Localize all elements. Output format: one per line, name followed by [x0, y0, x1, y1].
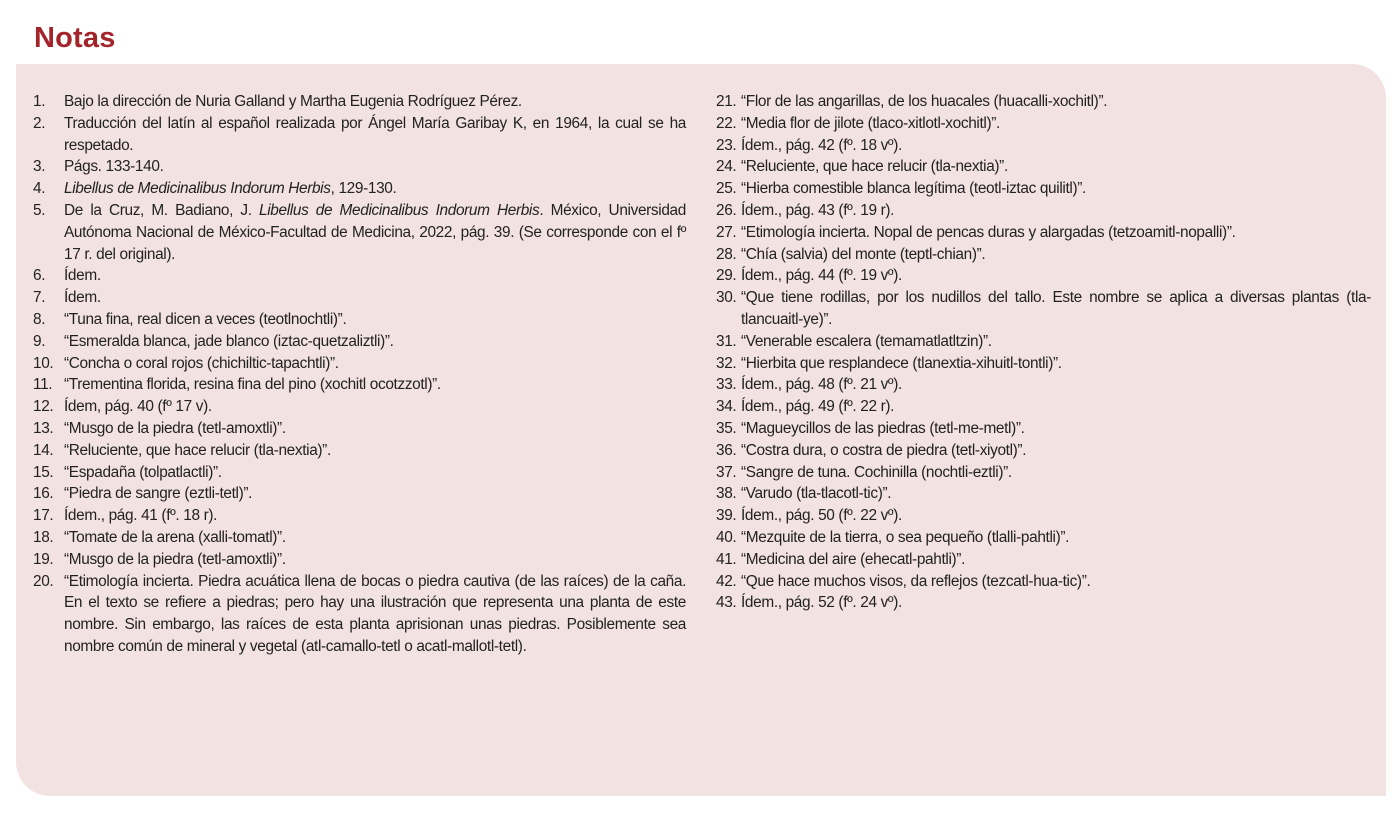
note-number: 23.	[716, 136, 737, 154]
note-number: 39.	[716, 507, 737, 525]
note-item	[716, 200, 1371, 222]
note-text-run: Ídem., pág. 42 (fº. 18 vº).	[741, 136, 902, 154]
note-text-run: Ídem., pág. 43 (fº. 19 r).	[741, 201, 895, 219]
note-text-run: Págs. 133-140.	[64, 158, 164, 176]
note-text	[64, 551, 286, 568]
note-item	[33, 287, 686, 309]
note-item	[716, 571, 1371, 593]
note-text-run: “Tomate de la arena (xalli-tomatl)”.	[64, 528, 286, 546]
note-text	[64, 376, 441, 393]
notes-column-right	[716, 91, 1371, 614]
note-item	[716, 396, 1371, 418]
note-text-run: “Esmeralda blanca, jade blanco (iztac-quetzaliztli)”.	[64, 332, 394, 350]
note-text	[64, 158, 164, 175]
note-item	[716, 331, 1371, 353]
note-item	[716, 418, 1371, 440]
note-text-run: “Tuna fina, real dicen a veces (teotlnochtli)”.	[64, 310, 347, 328]
note-text	[741, 202, 894, 219]
note-number: 34.	[716, 398, 737, 416]
note-number: 10.	[33, 354, 54, 372]
note-text-run: “Musgo de la piedra (tetl-amoxtli)”.	[64, 419, 286, 437]
note-item	[33, 91, 686, 113]
note-text-run: “Costra dura, o costra de piedra (tetl-xiyotl)”.	[741, 441, 1027, 459]
note-text	[64, 93, 522, 110]
note-text-run: “Espadaña (tolpatlactli)”.	[64, 463, 222, 481]
note-text	[741, 115, 1000, 132]
note-text-run: “Hierba comestible blanca legítima (teotl-iztac quilitl)”.	[741, 180, 1086, 198]
note-item	[33, 571, 686, 658]
note-text-run: “Etimología incierta. Nopal de pencas duras y alargadas (tetzoamitl-nopalli)”.	[741, 223, 1236, 241]
note-text	[64, 202, 686, 263]
note-text-run: Ídem., pág. 50 (fº. 22 vº).	[741, 507, 902, 525]
note-item	[716, 156, 1371, 178]
note-number: 35.	[716, 419, 737, 437]
note-number: 18.	[33, 528, 54, 546]
note-text	[64, 420, 286, 437]
note-item	[716, 462, 1371, 484]
note-text	[64, 529, 286, 546]
note-text	[64, 507, 217, 524]
note-text	[64, 311, 346, 328]
note-item	[716, 222, 1371, 244]
note-text	[64, 464, 222, 481]
note-item	[33, 549, 686, 571]
note-item	[716, 527, 1371, 549]
note-number: 27.	[716, 223, 737, 241]
note-number: 9.	[33, 332, 46, 350]
note-number: 21.	[716, 93, 737, 110]
note-item	[33, 178, 686, 200]
note-item	[716, 483, 1371, 505]
note-text-run: Ídem., pág. 49 (fº. 22 r).	[741, 398, 895, 416]
note-title-italic: Libellus de Medicinalibus Indorum Herbis	[64, 180, 331, 198]
note-number: 42.	[716, 572, 737, 590]
notes-column-left	[33, 91, 686, 658]
note-number: 28.	[716, 245, 737, 263]
note-text	[741, 224, 1236, 241]
note-number: 5.	[33, 201, 46, 219]
note-text	[741, 158, 1008, 175]
note-text	[741, 573, 1090, 590]
note-text	[741, 267, 902, 284]
note-text-run: “Concha o coral rojos (chichiltic-tapachtli)”.	[64, 354, 339, 372]
note-item	[716, 440, 1371, 462]
note-number: 26.	[716, 201, 737, 219]
note-number: 24.	[716, 158, 737, 176]
note-text	[741, 398, 894, 415]
note-text-run: Traducción del latín al español realizada por Ángel María Garibay K, en 1964, la cual se ha respetado.	[64, 114, 686, 154]
note-text-run: Ídem.	[64, 267, 101, 285]
note-item	[716, 265, 1371, 287]
note-number: 4.	[33, 180, 46, 198]
note-number: 20.	[33, 572, 54, 590]
notes-panel	[16, 64, 1386, 796]
note-text	[64, 267, 101, 284]
note-text	[64, 573, 686, 655]
note-item	[33, 440, 686, 462]
note-item	[33, 113, 686, 157]
note-item	[716, 374, 1371, 396]
note-item	[33, 200, 686, 265]
note-item	[716, 287, 1371, 331]
note-text-run: “Etimología incierta. Piedra acuática llena de bocas o piedra cautiva (de las raíces) de la caña. En el texto se refiere a piedras; pero hay una ilustración que representa una planta de este nombre. Sin embargo, las raíces de esta planta aprisionan unas piedras. Posiblemente sea nombre común de mineral y vegetal (atl-camallo-tetl o acatl-mallotl-tetl).	[64, 572, 686, 655]
note-number: 16.	[33, 485, 54, 503]
note-text	[64, 398, 212, 415]
note-text	[741, 594, 902, 611]
note-item	[716, 505, 1371, 527]
note-number: 11.	[33, 376, 53, 394]
note-item	[33, 505, 686, 527]
note-item	[716, 592, 1371, 614]
note-text	[741, 180, 1086, 197]
note-text	[741, 333, 992, 350]
note-item	[716, 353, 1371, 375]
note-text-run: , 129-130.	[330, 180, 397, 198]
note-item	[33, 331, 686, 353]
note-text-run: Bajo la dirección de Nuria Galland y Martha Eugenia Rodríguez Pérez.	[64, 93, 522, 110]
note-item	[716, 178, 1371, 200]
note-text	[741, 485, 891, 502]
note-number: 14.	[33, 441, 54, 459]
page-title: Notas	[34, 22, 116, 54]
note-text	[64, 355, 339, 372]
note-text-run: “Piedra de sangre (eztli-tetl)”.	[64, 485, 253, 503]
note-number: 40.	[716, 528, 737, 546]
note-text-run: Ídem., pág. 52 (fº. 24 vº).	[741, 594, 902, 612]
note-number: 15.	[33, 463, 54, 481]
note-item	[33, 353, 686, 375]
note-text-run: “Medicina del aire (ehecatl-pahtli)”.	[741, 550, 965, 568]
note-text-run: “Mezquite de la tierra, o sea pequeño (tlalli-pahtli)”.	[741, 528, 1070, 546]
note-text	[741, 464, 1012, 481]
note-text	[741, 420, 1025, 437]
note-item	[716, 91, 1371, 113]
note-number: 22.	[716, 114, 737, 132]
note-text-run: “Varudo (tla-tlacotl-tic)”.	[741, 485, 892, 503]
note-text-run: De la Cruz, M. Badiano, J.	[64, 201, 260, 219]
note-text-run: “Chía (salvia) del monte (teptl-chian)”.	[741, 245, 986, 263]
note-number: 41.	[716, 550, 737, 568]
note-number: 19.	[33, 550, 54, 568]
note-number: 6.	[33, 267, 46, 285]
note-number: 8.	[33, 310, 46, 328]
note-text	[64, 289, 101, 306]
note-text-run: “Hierbita que resplandece (tlanextia-xihuitl-tontli)”.	[741, 354, 1062, 372]
note-number: 33.	[716, 376, 737, 394]
note-number: 32.	[716, 354, 737, 372]
note-text-run: Ídem, pág. 40 (fº 17 v).	[64, 398, 212, 416]
note-text-run: “Que hace muchos visos, da reflejos (tezcatl-hua-tic)”.	[741, 572, 1091, 590]
note-text-run: “Reluciente, que hace relucir (tla-nextia)”.	[741, 158, 1008, 176]
note-text-run: “Venerable escalera (temamatlatltzin)”.	[741, 332, 992, 350]
note-item	[716, 244, 1371, 266]
note-text	[64, 485, 252, 502]
note-text-run: “Trementina florida, resina fina del pino (xochitl ocotzzotl)”.	[64, 376, 441, 394]
note-number: 43.	[716, 594, 737, 612]
note-text-run: “Magueycillos de las piedras (tetl-me-metl)”.	[741, 419, 1025, 437]
note-text-run: . México, Universidad Autónoma Nacional de México-Facultad de Medicina, 2022, pág. 39. (Se corresponde con el fº 17 r. del original).	[64, 201, 686, 263]
note-number: 36.	[716, 441, 737, 459]
note-text	[741, 529, 1069, 546]
note-number: 12.	[33, 398, 54, 416]
note-item	[33, 418, 686, 440]
note-number: 29.	[716, 267, 737, 285]
note-number: 13.	[33, 419, 54, 437]
note-text-run: “Sangre de tuna. Cochinilla (nochtli-eztli)”.	[741, 463, 1012, 481]
note-text	[64, 442, 331, 459]
note-text-run: “Flor de las angarillas, de los huacales (huacalli-xochitl)”.	[741, 93, 1108, 110]
note-item	[716, 135, 1371, 157]
note-number: 31.	[716, 332, 737, 350]
note-text	[741, 289, 1371, 328]
note-number: 7.	[33, 289, 46, 307]
note-text	[741, 355, 1062, 372]
note-item	[33, 374, 686, 396]
note-text-run: “Que tiene rodillas, por los nudillos del tallo. Este nombre se aplica a diversas plantas (tla-tlancuaitl-ye)”.	[741, 289, 1371, 328]
note-item	[33, 156, 686, 178]
note-item	[33, 483, 686, 505]
note-text-run: Ídem., pág. 41 (fº. 18 r).	[64, 507, 218, 525]
note-item	[33, 462, 686, 484]
note-text	[741, 376, 902, 393]
note-title-italic: Libellus de Medicinalibus Indorum Herbis	[259, 201, 540, 219]
note-number: 37.	[716, 463, 737, 481]
note-text-run: Ídem., pág. 48 (fº. 21 vº).	[741, 376, 902, 394]
note-item	[716, 113, 1371, 135]
note-item	[716, 549, 1371, 571]
note-text-run: “Reluciente, que hace relucir (tla-nextia)”.	[64, 441, 331, 459]
note-text	[64, 333, 394, 350]
note-number: 2.	[33, 114, 46, 132]
note-text-run: Ídem.	[64, 289, 101, 307]
note-text-run: Ídem., pág. 44 (fº. 19 vº).	[741, 267, 902, 285]
note-text	[64, 115, 686, 154]
note-number: 3.	[33, 158, 46, 176]
note-text	[741, 137, 902, 154]
note-text	[741, 507, 902, 524]
note-number: 30.	[716, 289, 737, 307]
note-number: 38.	[716, 485, 737, 503]
note-number: 17.	[33, 507, 54, 525]
note-item	[33, 309, 686, 331]
note-text	[741, 551, 965, 568]
note-text-run: “Musgo de la piedra (tetl-amoxtli)”.	[64, 550, 286, 568]
note-text-run: “Media flor de jilote (tlaco-xitlotl-xochitl)”.	[741, 114, 1000, 132]
note-text	[64, 180, 396, 197]
note-text	[741, 93, 1107, 110]
note-item	[33, 527, 686, 549]
note-number: 25.	[716, 180, 737, 198]
note-text	[741, 442, 1026, 459]
note-number: 1.	[33, 93, 46, 110]
note-item	[33, 396, 686, 418]
note-item	[33, 265, 686, 287]
note-text	[741, 246, 985, 263]
